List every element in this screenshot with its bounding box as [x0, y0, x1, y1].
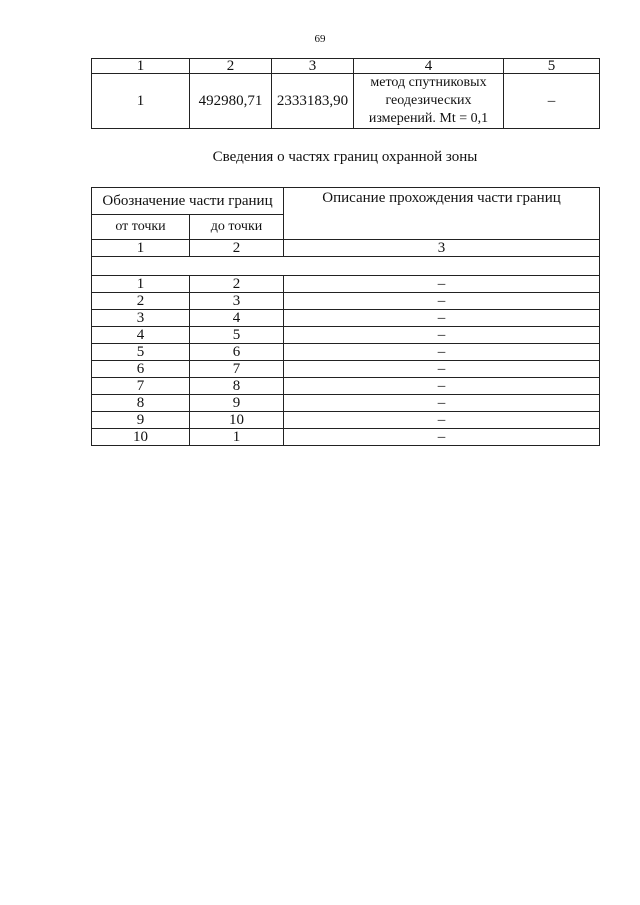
coordinate-y: 2333183,90: [272, 74, 354, 129]
from-point: 8: [92, 395, 190, 412]
table-row: [92, 344, 600, 361]
point-number: 1: [92, 74, 190, 129]
from-point: 5: [92, 344, 190, 361]
from-point: 6: [92, 361, 190, 378]
column-number-3: 3: [272, 59, 354, 74]
coordinate-x: 492980,71: [190, 74, 272, 129]
method-description: [354, 74, 504, 129]
part-description: –: [284, 276, 600, 293]
parts-header-row: [92, 188, 600, 215]
to-point: 2: [190, 276, 284, 293]
from-point: 2: [92, 293, 190, 310]
part-description: –: [284, 310, 600, 327]
column-number-1: 1: [92, 59, 190, 74]
column-number-2: 2: [190, 59, 272, 74]
from-point: 4: [92, 327, 190, 344]
table-row: [92, 276, 600, 293]
coordinates-table: [91, 58, 600, 129]
to-point: 1: [190, 429, 284, 446]
parts-column-numbers-row: [92, 240, 600, 257]
to-point: 10: [190, 412, 284, 429]
section-heading: Сведения о частях границ охранной зоны: [212, 149, 478, 165]
table-row: [92, 293, 600, 310]
to-point: 7: [190, 361, 284, 378]
table-row: [92, 412, 600, 429]
to-point: 9: [190, 395, 284, 412]
table-row: [92, 378, 600, 395]
to-point: 6: [190, 344, 284, 361]
description-header: Описание прохождения части границ: [284, 188, 600, 240]
column-number-2: 2: [190, 240, 284, 257]
designation-header: Обозначение части границ: [92, 188, 284, 215]
coordinates-header-row: [92, 59, 600, 74]
table-row: [92, 395, 600, 412]
part-description: –: [284, 378, 600, 395]
parts-body: [92, 276, 600, 446]
part-description: –: [284, 327, 600, 344]
part-description: –: [284, 344, 600, 361]
column-number-3: 3: [284, 240, 600, 257]
from-point: 7: [92, 378, 190, 395]
part-description: –: [284, 361, 600, 378]
from-point: 3: [92, 310, 190, 327]
to-point-header: до точки: [190, 215, 284, 240]
part-description: –: [284, 412, 600, 429]
page-number: 69: [314, 33, 326, 45]
table-row: [92, 74, 600, 129]
method-line: геодезических: [385, 93, 472, 108]
column-number-5: 5: [504, 59, 600, 74]
boundary-parts-table: [91, 187, 600, 446]
blank-row: [92, 257, 600, 276]
part-description: –: [284, 429, 600, 446]
part-description: –: [284, 293, 600, 310]
table-row: [92, 429, 600, 446]
to-point: 5: [190, 327, 284, 344]
table-row: [92, 361, 600, 378]
column-5-value: –: [504, 74, 600, 129]
table-row: [92, 310, 600, 327]
from-point: 10: [92, 429, 190, 446]
table-row: [92, 327, 600, 344]
column-number-4: 4: [354, 59, 504, 74]
from-point: 1: [92, 276, 190, 293]
from-point: 9: [92, 412, 190, 429]
to-point: 4: [190, 310, 284, 327]
column-number-1: 1: [92, 240, 190, 257]
blank-cell: [92, 257, 600, 276]
part-description: –: [284, 395, 600, 412]
method-line: метод спутниковых: [370, 75, 487, 90]
to-point: 3: [190, 293, 284, 310]
from-point-header: от точки: [92, 215, 190, 240]
to-point: 8: [190, 378, 284, 395]
method-line: измерений. Mt = 0,1: [368, 111, 489, 126]
